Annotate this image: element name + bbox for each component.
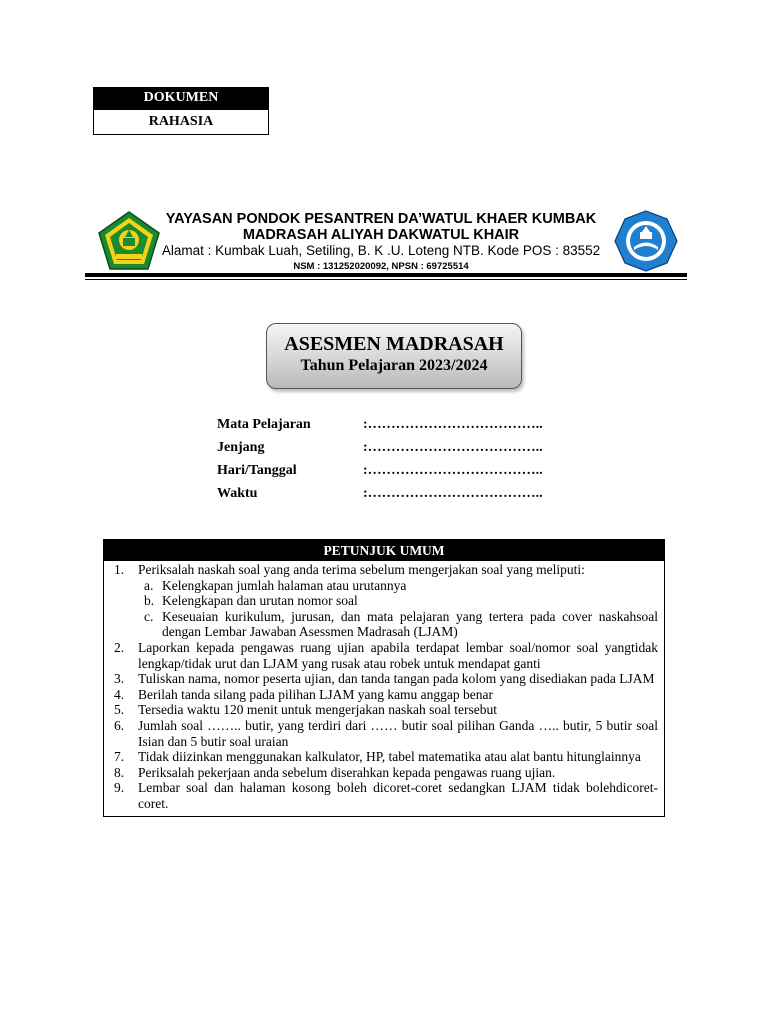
- subitem-letter: c.: [144, 608, 154, 624]
- school-name: MADRASAH ALIYAH DAKWATUL KHAIR: [242, 227, 520, 243]
- instructions-heading: PETUNJUK UMUM: [104, 540, 664, 561]
- list-item: [110, 749, 658, 765]
- academic-year: Tahun Pelajaran 2023/2024: [300, 357, 488, 374]
- field-time: [217, 484, 577, 507]
- item-number: 6.: [114, 717, 125, 733]
- item-number: 7.: [114, 749, 125, 765]
- subitem-text: Kelengkapan jumlah halaman atau urutannya: [162, 577, 407, 593]
- subitem-letter: b.: [144, 593, 155, 609]
- field-label: Mata Pelajaran: [217, 417, 311, 432]
- list-item: [110, 780, 658, 811]
- exam-identity-fields: [217, 415, 577, 507]
- general-instructions: [103, 539, 665, 817]
- item-number: 3.: [114, 671, 125, 687]
- list-subitem: [138, 593, 658, 609]
- item-number: 5.: [114, 702, 125, 718]
- item-number: 9.: [114, 780, 125, 796]
- item-number: 2.: [114, 639, 125, 655]
- item-text: Jumlah soal …….. butir, yang terdiri dari …… butir soal pilihan Ganda ….. butir, 5 butir soal Isian dan 5 butir soal uraian: [138, 717, 658, 749]
- field-blank: :………………………………..: [363, 463, 543, 478]
- list-subitem: [138, 578, 658, 594]
- item-text: Laporkan kepada pengawas ruang ujian apabila terdapat lembar soal/nomor soal yangtidak lengkap/tidak urut dan LJAM yang rusak atau robek untuk mendapat ganti: [138, 639, 658, 671]
- school-emblem-icon: [614, 210, 678, 272]
- confidential-label-bottom: RAHASIA: [94, 110, 268, 134]
- field-day-date: [217, 461, 577, 484]
- subitem-letter: a.: [144, 577, 154, 593]
- item-number: 1.: [114, 562, 125, 577]
- list-item: [110, 765, 658, 781]
- confidential-box: [93, 87, 269, 135]
- school-address: Alamat : Kumbak Luah, Setiling, B. K .U. Loteng NTB. Kode POS : 83552: [161, 243, 601, 258]
- subitem-text: Keseuaian kurikulum, jurusan, dan mata pelajaran yang tertera pada cover naskahsoal dengan Lembar Jawaban Asessmen Madrasah (LJAM): [162, 608, 658, 640]
- list-item: [110, 640, 658, 671]
- document-title: ASESMEN MADRASAH: [284, 333, 504, 355]
- item-text: Tuliskan nama, nomor peserta ujian, dan tanda tangan pada kolom yang disediakan pada LJAM: [138, 671, 655, 687]
- list-item: [110, 562, 658, 578]
- title-badge: [266, 323, 522, 389]
- field-blank: :………………………………..: [363, 417, 543, 432]
- header-rule-thin: [85, 279, 687, 280]
- item-number: 4.: [114, 686, 125, 702]
- item-number: 8.: [114, 764, 125, 780]
- list-item: [110, 687, 658, 703]
- field-blank: :………………………………..: [363, 440, 543, 455]
- field-label: Jenjang: [217, 440, 265, 455]
- list-item: [110, 702, 658, 718]
- confidential-label-top: DOKUMEN: [94, 88, 268, 110]
- list-item: [110, 671, 658, 687]
- item-text: Tidak diizinkan menggunakan kalkulator, HP, tabel matematika atau alat bantu hitunglainnya: [138, 749, 641, 765]
- field-label: Waktu: [217, 486, 258, 501]
- item-text: Tersedia waktu 120 menit untuk mengerjakan naskah soal tersebut: [138, 702, 497, 718]
- field-label: Hari/Tanggal: [217, 463, 297, 478]
- instructions-list: [104, 561, 664, 816]
- item-text: Periksalah pekerjaan anda sebelum diserahkan kepada pengawas ruang ujian.: [138, 764, 556, 780]
- field-subject: [217, 415, 577, 438]
- field-blank: :………………………………..: [363, 486, 543, 501]
- item-text: Lembar soal dan halaman kosong boleh dicoret-coret sedangkan LJAM tidak bolehdicoret-coret.: [138, 780, 658, 811]
- header-rule-thick: [85, 273, 687, 277]
- foundation-name: YAYASAN PONDOK PESANTREN DA’WATUL KHAER KUMBAK: [165, 211, 597, 227]
- list-item: [110, 718, 658, 749]
- field-level: [217, 438, 577, 461]
- item-text: Berilah tanda silang pada pilihan LJAM yang kamu anggap benar: [138, 686, 494, 702]
- subitem-text: Kelengkapan dan urutan nomor soal: [162, 593, 358, 609]
- list-subitem: [138, 609, 658, 640]
- item-text: Periksalah naskah soal yang anda terima sebelum mengerjakan soal yang meliputi:: [138, 562, 585, 577]
- list-subitems: [110, 578, 658, 640]
- school-registration: NSM : 131252020092, NPSN : 69725514: [293, 261, 469, 272]
